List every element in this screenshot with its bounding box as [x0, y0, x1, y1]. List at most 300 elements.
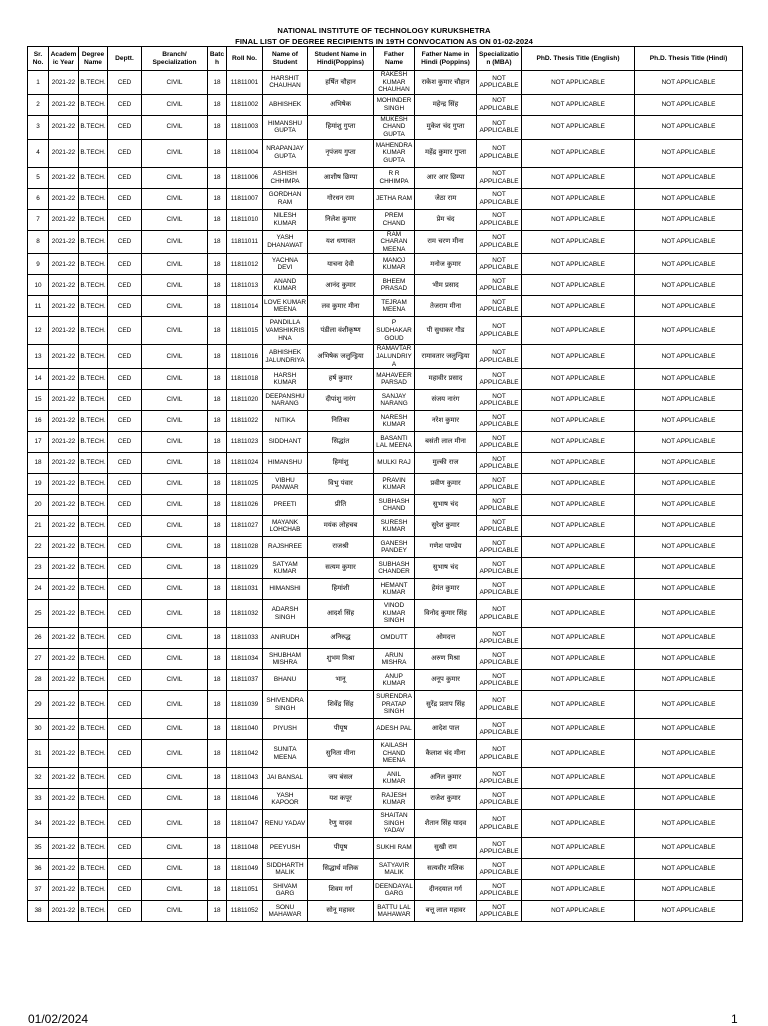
cell-father-name: SURESH KUMAR	[374, 516, 415, 537]
cell-father-name-hindi: संजय नारंग	[415, 390, 477, 411]
cell-father-name-hindi: गणेश पाण्डेय	[415, 537, 477, 558]
cell-thesis-english: NOT APPLICABLE	[522, 275, 635, 296]
cell-student-name-hindi: नितिका	[308, 411, 374, 432]
table-row	[28, 275, 743, 296]
cell-academic-year: 2021-22	[49, 789, 79, 810]
table-row	[28, 516, 743, 537]
cell-father-name-hindi: महेंद्र कुमार गुप्ता	[415, 139, 477, 167]
cell-deptt: CED	[108, 600, 142, 628]
cell-deptt: CED	[108, 167, 142, 188]
col-header-sr-no: Sr. No.	[28, 47, 49, 71]
cell-thesis-english: NOT APPLICABLE	[522, 115, 635, 139]
list-title: FINAL LIST OF DEGREE RECIPIENTS IN 19TH CONVOCATION AS ON 01-02-2024	[235, 37, 533, 46]
cell-father-name-hindi: प्रवीण कुमार	[415, 474, 477, 495]
cell-degree-name: B.TECH.	[79, 691, 108, 719]
cell-batch: 18	[208, 296, 227, 317]
cell-father-name-hindi: ओमदत्त	[415, 628, 477, 649]
cell-thesis-hindi: NOT APPLICABLE	[635, 209, 743, 230]
cell-roll-no: 11811002	[227, 94, 263, 115]
cell-academic-year: 2021-22	[49, 810, 79, 838]
table-row	[28, 345, 743, 369]
cell-roll-no: 11811010	[227, 209, 263, 230]
cell-father-name: MAHAVEER PARSAD	[374, 369, 415, 390]
cell-thesis-hindi: NOT APPLICABLE	[635, 859, 743, 880]
cell-specialization-mba: NOT APPLICABLE	[477, 411, 522, 432]
table-row	[28, 188, 743, 209]
col-header-student-name-hindi: Student Name in Hindi(Poppins)	[308, 47, 374, 71]
cell-student-name: SIDDHANT	[263, 432, 308, 453]
cell-student-name-hindi: हिमांशु	[308, 453, 374, 474]
cell-thesis-english: NOT APPLICABLE	[522, 537, 635, 558]
col-header-deptt: Deptt.	[108, 47, 142, 71]
cell-batch: 18	[208, 411, 227, 432]
table-row	[28, 453, 743, 474]
cell-father-name-hindi: मुल्की राज	[415, 453, 477, 474]
cell-specialization-mba: NOT APPLICABLE	[477, 390, 522, 411]
cell-academic-year: 2021-22	[49, 345, 79, 369]
cell-specialization-mba: NOT APPLICABLE	[477, 537, 522, 558]
cell-academic-year: 2021-22	[49, 516, 79, 537]
cell-specialization-mba: NOT APPLICABLE	[477, 115, 522, 139]
cell-sr-no: 23	[28, 558, 49, 579]
cell-student-name-hindi: जय बंसल	[308, 768, 374, 789]
cell-academic-year: 2021-22	[49, 254, 79, 275]
cell-roll-no: 11811001	[227, 71, 263, 95]
cell-degree-name: B.TECH.	[79, 369, 108, 390]
cell-student-name: HARSHIT CHAUHAN	[263, 71, 308, 95]
cell-batch: 18	[208, 390, 227, 411]
cell-father-name: MUKESH CHAND GUPTA	[374, 115, 415, 139]
cell-batch: 18	[208, 71, 227, 95]
cell-roll-no: 11811052	[227, 901, 263, 922]
cell-specialization-mba: NOT APPLICABLE	[477, 516, 522, 537]
cell-roll-no: 11811039	[227, 691, 263, 719]
cell-academic-year: 2021-22	[49, 167, 79, 188]
cell-batch: 18	[208, 810, 227, 838]
cell-thesis-english: NOT APPLICABLE	[522, 432, 635, 453]
table-row	[28, 139, 743, 167]
cell-thesis-hindi: NOT APPLICABLE	[635, 579, 743, 600]
cell-batch: 18	[208, 628, 227, 649]
cell-specialization-mba: NOT APPLICABLE	[477, 139, 522, 167]
cell-batch: 18	[208, 432, 227, 453]
cell-student-name-hindi: सोनू महावर	[308, 901, 374, 922]
cell-thesis-hindi: NOT APPLICABLE	[635, 188, 743, 209]
cell-student-name-hindi: पीयूष	[308, 719, 374, 740]
cell-student-name: RENU YADAV	[263, 810, 308, 838]
cell-roll-no: 11811025	[227, 474, 263, 495]
cell-thesis-english: NOT APPLICABLE	[522, 670, 635, 691]
cell-father-name-hindi: सुभाष चंद	[415, 558, 477, 579]
cell-thesis-english: NOT APPLICABLE	[522, 167, 635, 188]
cell-degree-name: B.TECH.	[79, 474, 108, 495]
cell-student-name-hindi: याचना देवी	[308, 254, 374, 275]
cell-academic-year: 2021-22	[49, 628, 79, 649]
cell-specialization-mba: NOT APPLICABLE	[477, 768, 522, 789]
col-header-roll-no: Roll No.	[227, 47, 263, 71]
cell-deptt: CED	[108, 390, 142, 411]
table-row	[28, 537, 743, 558]
cell-student-name-hindi: हिमांशु गुप्ता	[308, 115, 374, 139]
cell-student-name: NITIKA	[263, 411, 308, 432]
cell-branch: CIVIL	[142, 495, 208, 516]
cell-thesis-hindi: NOT APPLICABLE	[635, 345, 743, 369]
cell-student-name-hindi: पंडीला वंशीकृष्ण	[308, 317, 374, 345]
cell-branch: CIVIL	[142, 275, 208, 296]
cell-sr-no: 28	[28, 670, 49, 691]
cell-student-name-hindi: सिद्धांत	[308, 432, 374, 453]
cell-academic-year: 2021-22	[49, 719, 79, 740]
cell-student-name: JAI BANSAL	[263, 768, 308, 789]
cell-student-name: MAYANK LOHCHAB	[263, 516, 308, 537]
cell-thesis-english: NOT APPLICABLE	[522, 579, 635, 600]
cell-father-name-hindi: मुकेश चंद गुप्ता	[415, 115, 477, 139]
cell-thesis-hindi: NOT APPLICABLE	[635, 317, 743, 345]
table-row	[28, 838, 743, 859]
cell-specialization-mba: NOT APPLICABLE	[477, 670, 522, 691]
cell-academic-year: 2021-22	[49, 390, 79, 411]
table-row	[28, 789, 743, 810]
cell-batch: 18	[208, 474, 227, 495]
cell-batch: 18	[208, 859, 227, 880]
cell-roll-no: 11811029	[227, 558, 263, 579]
cell-father-name: ANIL KUMAR	[374, 768, 415, 789]
cell-roll-no: 11811032	[227, 600, 263, 628]
cell-sr-no: 24	[28, 579, 49, 600]
cell-academic-year: 2021-22	[49, 537, 79, 558]
cell-degree-name: B.TECH.	[79, 188, 108, 209]
cell-student-name: SHIVENDRA SINGH	[263, 691, 308, 719]
cell-sr-no: 8	[28, 230, 49, 254]
col-header-specialization-mba: Specialization (MBA)	[477, 47, 522, 71]
cell-student-name-hindi: विभु पंवार	[308, 474, 374, 495]
cell-deptt: CED	[108, 345, 142, 369]
cell-thesis-hindi: NOT APPLICABLE	[635, 139, 743, 167]
cell-father-name: RAKESH KUMAR CHAUHAN	[374, 71, 415, 95]
cell-branch: CIVIL	[142, 768, 208, 789]
cell-deptt: CED	[108, 838, 142, 859]
cell-thesis-english: NOT APPLICABLE	[522, 453, 635, 474]
cell-student-name-hindi: सुनिता मीना	[308, 740, 374, 768]
cell-academic-year: 2021-22	[49, 474, 79, 495]
cell-specialization-mba: NOT APPLICABLE	[477, 453, 522, 474]
cell-thesis-english: NOT APPLICABLE	[522, 719, 635, 740]
cell-degree-name: B.TECH.	[79, 254, 108, 275]
cell-deptt: CED	[108, 768, 142, 789]
cell-academic-year: 2021-22	[49, 901, 79, 922]
cell-father-name-hindi: अरुण मिश्रा	[415, 649, 477, 670]
cell-degree-name: B.TECH.	[79, 859, 108, 880]
cell-father-name: BATTU LAL MAHAWAR	[374, 901, 415, 922]
cell-student-name-hindi: अनिरुद्ध	[308, 628, 374, 649]
cell-academic-year: 2021-22	[49, 296, 79, 317]
cell-academic-year: 2021-22	[49, 691, 79, 719]
cell-student-name-hindi: यश कपूर	[308, 789, 374, 810]
cell-degree-name: B.TECH.	[79, 810, 108, 838]
cell-sr-no: 3	[28, 115, 49, 139]
cell-sr-no: 22	[28, 537, 49, 558]
cell-student-name: PIYUSH	[263, 719, 308, 740]
cell-father-name: P SUDHAKAR GOUD	[374, 317, 415, 345]
cell-thesis-hindi: NOT APPLICABLE	[635, 691, 743, 719]
cell-student-name-hindi: आशीष छिम्पा	[308, 167, 374, 188]
cell-branch: CIVIL	[142, 649, 208, 670]
cell-student-name: PEEYUSH	[263, 838, 308, 859]
cell-thesis-english: NOT APPLICABLE	[522, 254, 635, 275]
cell-thesis-english: NOT APPLICABLE	[522, 139, 635, 167]
cell-father-name-hindi: आदेश पाल	[415, 719, 477, 740]
cell-deptt: CED	[108, 859, 142, 880]
cell-father-name-hindi: सत्यवीर मलिक	[415, 859, 477, 880]
cell-roll-no: 11811003	[227, 115, 263, 139]
cell-batch: 18	[208, 94, 227, 115]
cell-academic-year: 2021-22	[49, 139, 79, 167]
cell-specialization-mba: NOT APPLICABLE	[477, 230, 522, 254]
cell-father-name-hindi: अनिल कुमार	[415, 768, 477, 789]
cell-specialization-mba: NOT APPLICABLE	[477, 296, 522, 317]
cell-thesis-english: NOT APPLICABLE	[522, 859, 635, 880]
cell-father-name-hindi: तेजराम मीना	[415, 296, 477, 317]
col-header-batch: Batch	[208, 47, 227, 71]
cell-roll-no: 11811051	[227, 880, 263, 901]
cell-branch: CIVIL	[142, 880, 208, 901]
cell-academic-year: 2021-22	[49, 317, 79, 345]
cell-student-name: NILESH KUMAR	[263, 209, 308, 230]
cell-academic-year: 2021-22	[49, 209, 79, 230]
cell-father-name: NARESH KUMAR	[374, 411, 415, 432]
cell-student-name-hindi: यश धणावत	[308, 230, 374, 254]
cell-thesis-english: NOT APPLICABLE	[522, 411, 635, 432]
cell-sr-no: 20	[28, 495, 49, 516]
table-row	[28, 94, 743, 115]
cell-sr-no: 9	[28, 254, 49, 275]
cell-branch: CIVIL	[142, 432, 208, 453]
cell-degree-name: B.TECH.	[79, 901, 108, 922]
cell-father-name: ADESH PAL	[374, 719, 415, 740]
table-row	[28, 71, 743, 95]
cell-father-name: MULKI RAJ	[374, 453, 415, 474]
cell-student-name: SONU MAHAWAR	[263, 901, 308, 922]
cell-student-name-hindi: अभिषेक	[308, 94, 374, 115]
cell-sr-no: 12	[28, 317, 49, 345]
cell-father-name: TEJRAM MEENA	[374, 296, 415, 317]
cell-father-name-hindi: आर आर छिम्पा	[415, 167, 477, 188]
cell-thesis-english: NOT APPLICABLE	[522, 188, 635, 209]
cell-degree-name: B.TECH.	[79, 275, 108, 296]
cell-batch: 18	[208, 188, 227, 209]
cell-thesis-hindi: NOT APPLICABLE	[635, 94, 743, 115]
cell-academic-year: 2021-22	[49, 188, 79, 209]
cell-sr-no: 2	[28, 94, 49, 115]
cell-student-name-hindi: शुभम मिश्रा	[308, 649, 374, 670]
cell-thesis-english: NOT APPLICABLE	[522, 880, 635, 901]
cell-specialization-mba: NOT APPLICABLE	[477, 474, 522, 495]
cell-student-name: HIMANSHI	[263, 579, 308, 600]
cell-deptt: CED	[108, 230, 142, 254]
cell-branch: CIVIL	[142, 859, 208, 880]
cell-academic-year: 2021-22	[49, 768, 79, 789]
cell-sr-no: 27	[28, 649, 49, 670]
col-header-degree-name: Degree Name	[79, 47, 108, 71]
cell-batch: 18	[208, 115, 227, 139]
cell-specialization-mba: NOT APPLICABLE	[477, 209, 522, 230]
cell-specialization-mba: NOT APPLICABLE	[477, 369, 522, 390]
cell-father-name-hindi: राकेश कुमार चौहान	[415, 71, 477, 95]
cell-batch: 18	[208, 230, 227, 254]
cell-branch: CIVIL	[142, 71, 208, 95]
cell-branch: CIVIL	[142, 411, 208, 432]
cell-specialization-mba: NOT APPLICABLE	[477, 901, 522, 922]
cell-roll-no: 11811034	[227, 649, 263, 670]
cell-batch: 18	[208, 880, 227, 901]
institute-heading: NATIONAL INSTITUTE OF TECHNOLOGY KURUKSHETRA	[277, 26, 491, 35]
cell-degree-name: B.TECH.	[79, 411, 108, 432]
table-row	[28, 740, 743, 768]
cell-father-name: HEMANT KUMAR	[374, 579, 415, 600]
cell-father-name-hindi: दीनदयाल गर्ग	[415, 880, 477, 901]
cell-degree-name: B.TECH.	[79, 516, 108, 537]
cell-student-name-hindi: सत्यम कुमार	[308, 558, 374, 579]
cell-degree-name: B.TECH.	[79, 139, 108, 167]
cell-academic-year: 2021-22	[49, 579, 79, 600]
cell-father-name-hindi: सुरेश कुमार	[415, 516, 477, 537]
cell-academic-year: 2021-22	[49, 71, 79, 95]
cell-roll-no: 11811011	[227, 230, 263, 254]
cell-student-name: SHIVAM GARG	[263, 880, 308, 901]
cell-batch: 18	[208, 345, 227, 369]
cell-deptt: CED	[108, 296, 142, 317]
cell-sr-no: 16	[28, 411, 49, 432]
cell-father-name-hindi: कैलाश चंद मीना	[415, 740, 477, 768]
cell-degree-name: B.TECH.	[79, 880, 108, 901]
cell-thesis-hindi: NOT APPLICABLE	[635, 167, 743, 188]
cell-thesis-english: NOT APPLICABLE	[522, 369, 635, 390]
cell-student-name-hindi: भानू	[308, 670, 374, 691]
cell-branch: CIVIL	[142, 670, 208, 691]
table-row	[28, 880, 743, 901]
cell-deptt: CED	[108, 691, 142, 719]
cell-degree-name: B.TECH.	[79, 317, 108, 345]
cell-sr-no: 17	[28, 432, 49, 453]
cell-branch: CIVIL	[142, 691, 208, 719]
cell-father-name-hindi: पी सुधाकर गौड	[415, 317, 477, 345]
cell-student-name-hindi: सिद्धार्थ मलिक	[308, 859, 374, 880]
cell-branch: CIVIL	[142, 579, 208, 600]
cell-sr-no: 30	[28, 719, 49, 740]
cell-student-name-hindi: पीयूष	[308, 838, 374, 859]
cell-branch: CIVIL	[142, 115, 208, 139]
cell-father-name-hindi: महावीर प्रसाद	[415, 369, 477, 390]
cell-roll-no: 11811020	[227, 390, 263, 411]
cell-batch: 18	[208, 167, 227, 188]
cell-sr-no: 14	[28, 369, 49, 390]
cell-degree-name: B.TECH.	[79, 432, 108, 453]
cell-deptt: CED	[108, 275, 142, 296]
cell-student-name: DEEPANSHU NARANG	[263, 390, 308, 411]
cell-thesis-hindi: NOT APPLICABLE	[635, 474, 743, 495]
cell-father-name: PRAVIN KUMAR	[374, 474, 415, 495]
cell-batch: 18	[208, 691, 227, 719]
cell-degree-name: B.TECH.	[79, 209, 108, 230]
cell-thesis-english: NOT APPLICABLE	[522, 789, 635, 810]
cell-father-name: SANJAY NARANG	[374, 390, 415, 411]
cell-thesis-english: NOT APPLICABLE	[522, 209, 635, 230]
cell-deptt: CED	[108, 411, 142, 432]
table-row	[28, 432, 743, 453]
cell-father-name: RAMAVTAR JALUNDRIYA	[374, 345, 415, 369]
cell-roll-no: 11811022	[227, 411, 263, 432]
cell-father-name: ANUP KUMAR	[374, 670, 415, 691]
cell-roll-no: 11811047	[227, 810, 263, 838]
cell-thesis-hindi: NOT APPLICABLE	[635, 719, 743, 740]
cell-father-name: SHAITAN SINGH YADAV	[374, 810, 415, 838]
cell-degree-name: B.TECH.	[79, 670, 108, 691]
cell-student-name-hindi: लव कुमार मीना	[308, 296, 374, 317]
cell-sr-no: 10	[28, 275, 49, 296]
cell-academic-year: 2021-22	[49, 880, 79, 901]
cell-sr-no: 21	[28, 516, 49, 537]
cell-degree-name: B.TECH.	[79, 558, 108, 579]
cell-student-name: ADARSH SINGH	[263, 600, 308, 628]
cell-deptt: CED	[108, 628, 142, 649]
cell-degree-name: B.TECH.	[79, 296, 108, 317]
cell-father-name: DEENDAYAL GARG	[374, 880, 415, 901]
cell-roll-no: 11811043	[227, 768, 263, 789]
cell-academic-year: 2021-22	[49, 600, 79, 628]
cell-degree-name: B.TECH.	[79, 649, 108, 670]
cell-father-name: ARUN MISHRA	[374, 649, 415, 670]
cell-sr-no: 37	[28, 880, 49, 901]
cell-branch: CIVIL	[142, 188, 208, 209]
cell-branch: CIVIL	[142, 230, 208, 254]
cell-branch: CIVIL	[142, 369, 208, 390]
cell-father-name-hindi: विनोद कुमार सिंह	[415, 600, 477, 628]
cell-degree-name: B.TECH.	[79, 789, 108, 810]
cell-thesis-hindi: NOT APPLICABLE	[635, 537, 743, 558]
cell-father-name-hindi: सुभाष चंद	[415, 495, 477, 516]
cell-father-name-hindi: सुरेंद्र प्रताप सिंह	[415, 691, 477, 719]
cell-branch: CIVIL	[142, 740, 208, 768]
cell-father-name-hindi: जेठा राम	[415, 188, 477, 209]
col-header-father-name: Father Name	[374, 47, 415, 71]
cell-thesis-hindi: NOT APPLICABLE	[635, 901, 743, 922]
cell-student-name: PANDILLA VAMSHIKRISHNA	[263, 317, 308, 345]
cell-student-name-hindi: शिवेंद्र सिंह	[308, 691, 374, 719]
cell-sr-no: 29	[28, 691, 49, 719]
cell-specialization-mba: NOT APPLICABLE	[477, 188, 522, 209]
table-row	[28, 579, 743, 600]
cell-batch: 18	[208, 600, 227, 628]
cell-father-name: R R CHHIMPA	[374, 167, 415, 188]
cell-student-name-hindi: प्रीति	[308, 495, 374, 516]
cell-student-name: GORDHAN RAM	[263, 188, 308, 209]
cell-student-name: ABHISHEK	[263, 94, 308, 115]
cell-batch: 18	[208, 275, 227, 296]
cell-roll-no: 11811040	[227, 719, 263, 740]
cell-roll-no: 11811042	[227, 740, 263, 768]
cell-student-name: ANIRUDH	[263, 628, 308, 649]
cell-academic-year: 2021-22	[49, 649, 79, 670]
cell-roll-no: 11811027	[227, 516, 263, 537]
cell-academic-year: 2021-22	[49, 230, 79, 254]
cell-specialization-mba: NOT APPLICABLE	[477, 859, 522, 880]
cell-deptt: CED	[108, 740, 142, 768]
cell-specialization-mba: NOT APPLICABLE	[477, 317, 522, 345]
cell-roll-no: 11811031	[227, 579, 263, 600]
cell-academic-year: 2021-22	[49, 411, 79, 432]
cell-thesis-english: NOT APPLICABLE	[522, 230, 635, 254]
cell-deptt: CED	[108, 369, 142, 390]
